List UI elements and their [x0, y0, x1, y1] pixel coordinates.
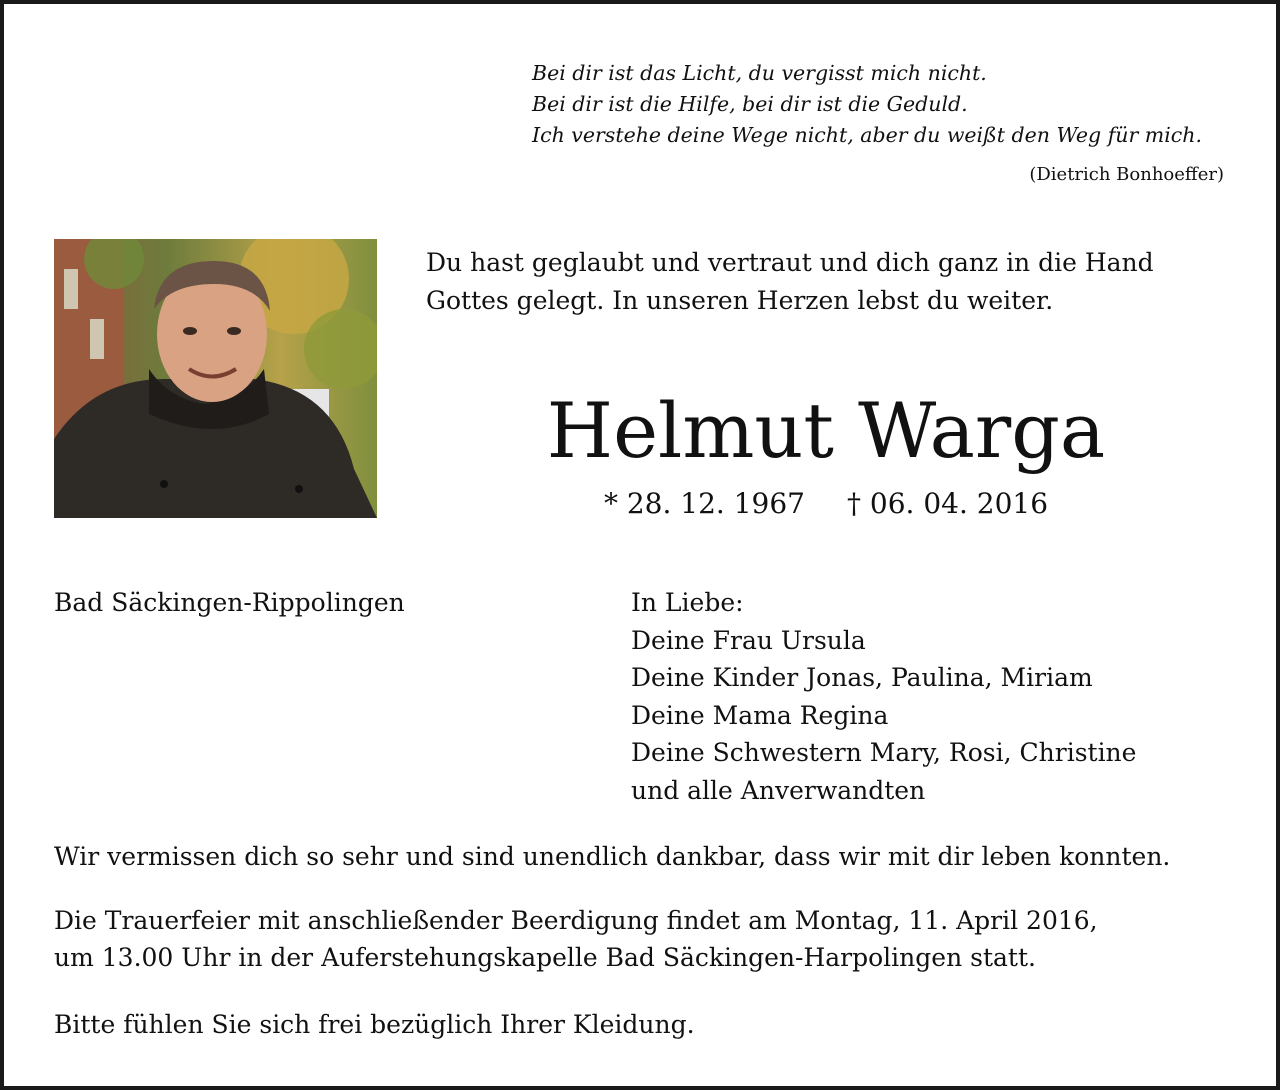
quote-line-3: Ich verstehe deine Wege nicht, aber du weißt den Weg für mich. [532, 123, 1202, 147]
quote-source: (Dietrich Bonhoeffer) [1029, 164, 1224, 185]
mourner-line: Deine Schwestern Mary, Rosi, Christine [631, 738, 1137, 768]
mourners-heading: In Liebe: [631, 588, 744, 617]
funeral-line-1: Die Trauerfeier mit anschließender Beerdigung findet am Montag, 11. April 2016, [54, 906, 1098, 935]
bible-quote [532, 58, 1232, 190]
dress-code-paragraph [54, 1006, 695, 1043]
consolation-line-2: Gottes gelegt. In unseren Herzen lebst du weiter. [426, 286, 1054, 315]
mourners-list [631, 584, 1136, 810]
place-of-residence: Bad Säckingen-Rippolingen [54, 588, 405, 617]
mourner-line: Deine Mama Regina [631, 700, 889, 730]
funeral-paragraph [54, 902, 1098, 976]
death-date: † 06. 04. 2016 [847, 487, 1049, 520]
consolation-line-1: Du hast geglaubt und vertraut und dich ganz in die Hand [426, 248, 1154, 277]
funeral-line-2: um 13.00 Uhr in der Auferstehungskapelle Bad Säckingen-Harpolingen statt. [54, 943, 1036, 972]
birth-date: * 28. 12. 1967 [603, 487, 805, 520]
thanks-paragraph [54, 838, 1170, 875]
life-dates [426, 484, 1226, 524]
mourner-line: Deine Kinder Jonas, Paulina, Miriam [631, 663, 1093, 693]
quote-line-2: Bei dir ist die Hilfe, bei dir ist die Geduld. [532, 92, 968, 116]
dress-code-text: Bitte fühlen Sie sich frei bezüglich Ihrer Kleidung. [54, 1010, 695, 1039]
consolation-text [426, 244, 1226, 320]
quote-line-1: Bei dir ist das Licht, du vergisst mich nicht. [532, 61, 987, 85]
portrait-photo [54, 239, 377, 518]
thanks-text: Wir vermissen dich so sehr und sind unendlich dankbar, dass wir mit dir leben konnten. [54, 842, 1171, 871]
mourner-line: Deine Frau Ursula [631, 625, 866, 655]
deceased-name: Helmut Warga [546, 386, 1106, 475]
mourner-line: und alle Anverwandten [631, 775, 926, 805]
